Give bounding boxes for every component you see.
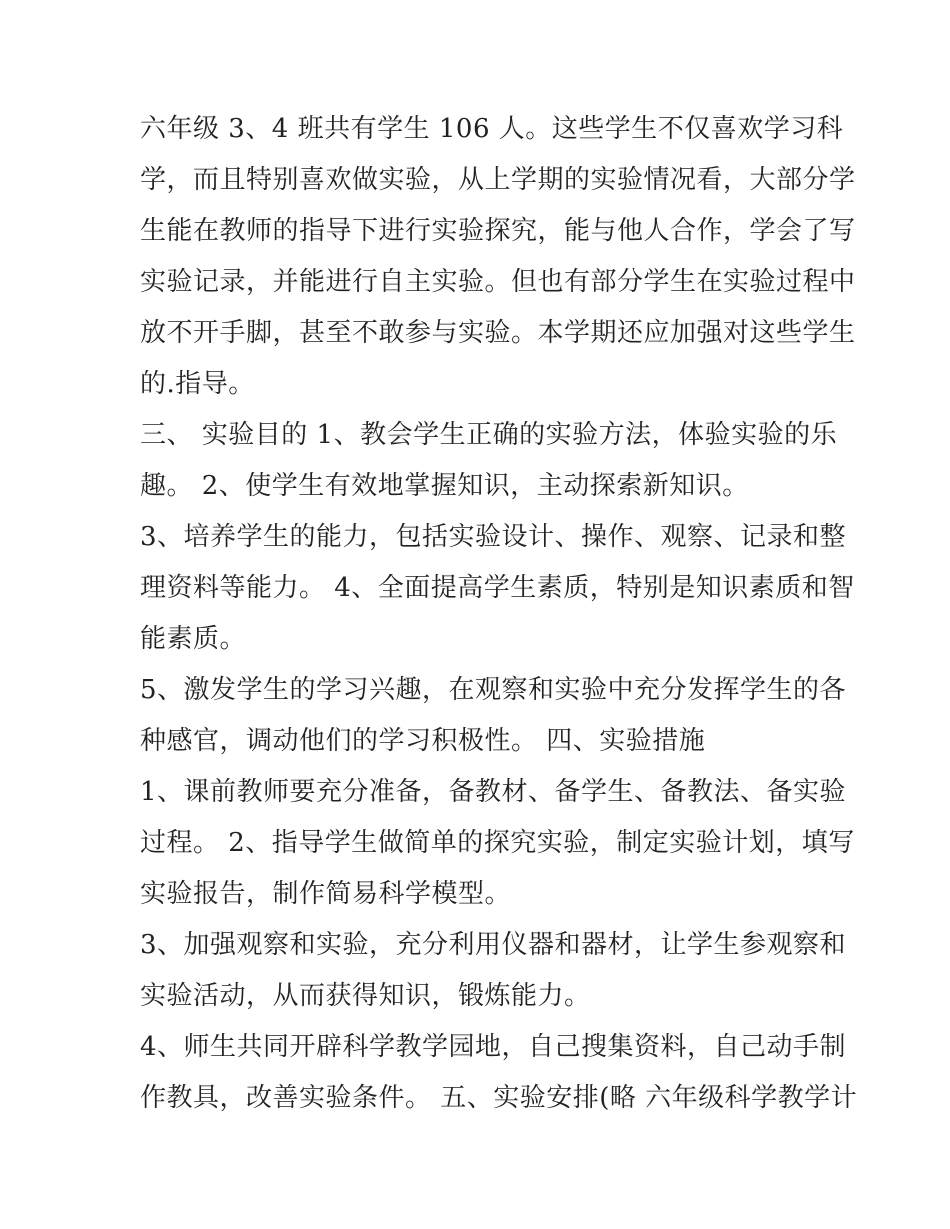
document-body: [140, 104, 858, 1124]
text-line: 作教具，改善实验条件。 五、实验安排(略 六年级科学教学计: [140, 1083, 858, 1113]
text-line: 1、课前教师要充分准备，备教材、备学生、备教法、备实验: [140, 777, 847, 807]
text-line: 过程。 2、指导学生做简单的探究实验，制定实验计划，填写: [140, 828, 855, 858]
text-line: 实验报告，制作简易科学模型。: [140, 879, 512, 909]
text-line: 趣。 2、使学生有效地掌握知识，主动探索新知识。: [140, 471, 749, 501]
text-line: 3、培养学生的能力，包括实验设计、操作、观察、记录和整: [140, 522, 847, 552]
text-line: 学，而且特别喜欢做实验，从上学期的实验情况看，大部分学: [140, 165, 856, 195]
text-line: 种感官，调动他们的学习积极性。 四、实验措施: [140, 726, 706, 756]
text-line: 六年级 3、4 班共有学生 106 人。这些学生不仅喜欢学习科: [140, 114, 844, 144]
text-line: 实验活动，从而获得知识，锻炼能力。: [140, 981, 591, 1011]
text-line: 放不开手脚，甚至不敢参与实验。本学期还应加强对这些学生: [140, 318, 856, 348]
text-line: 的.指导。: [140, 369, 255, 399]
text-line: 实验记录，并能进行自主实验。但也有部分学生在实验过程中: [140, 267, 856, 297]
text-line: 生能在教师的指导下进行实验探究，能与他人合作，学会了写: [140, 216, 856, 246]
text-line: 三、 实验目的 1、教会学生正确的实验方法，体验实验的乐: [140, 420, 838, 450]
text-line: 能素质。: [140, 624, 247, 654]
text-line: 理资料等能力。 4、全面提高学生素质，特别是知识素质和智: [140, 573, 855, 603]
text-line: 4、师生共同开辟科学教学园地，自己搜集资料，自己动手制: [140, 1032, 847, 1062]
text-line: 3、加强观察和实验，充分利用仪器和器材，让学生参观察和: [140, 930, 847, 960]
text-line: 5、激发学生的学习兴趣，在观察和实验中充分发挥学生的各: [140, 675, 847, 705]
